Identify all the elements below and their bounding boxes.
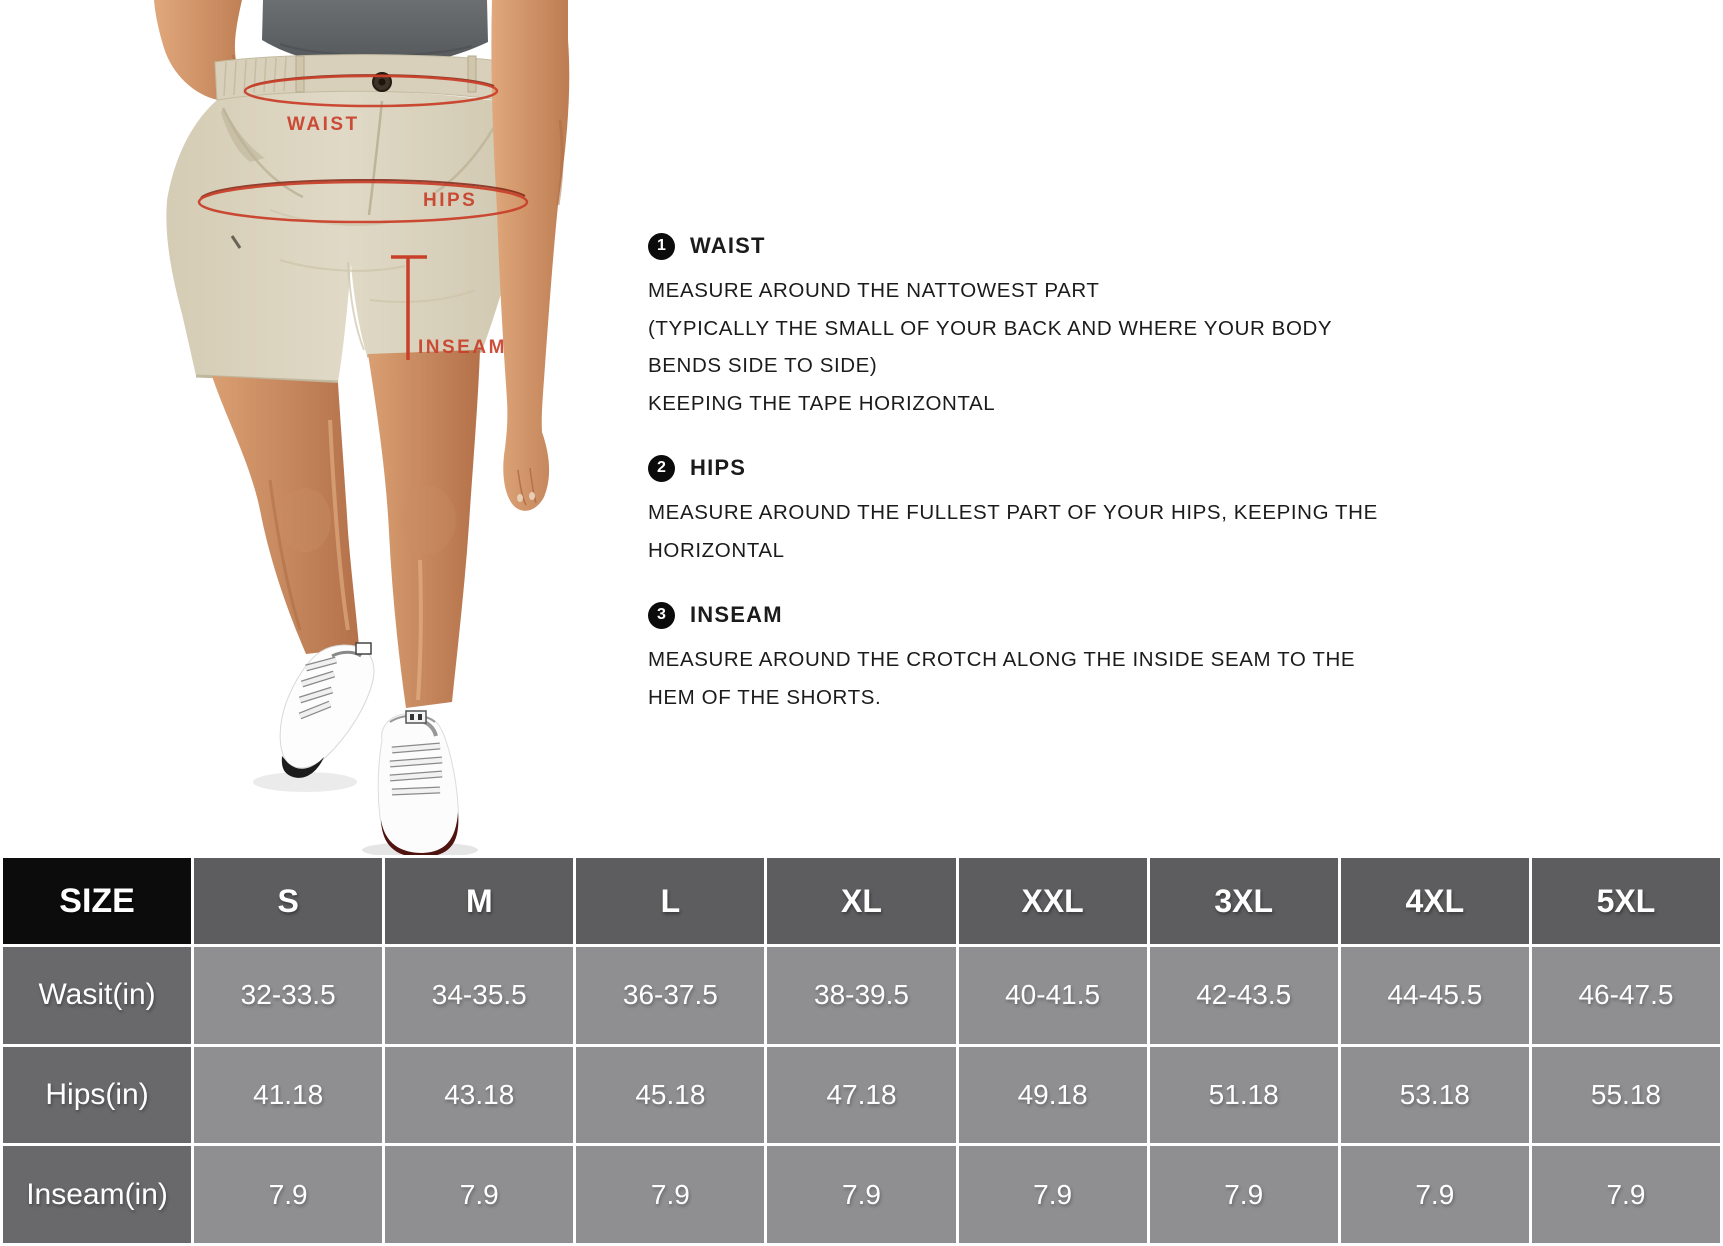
size-col-header-4xl: 4XL	[1341, 858, 1529, 944]
hips-value: 51.18	[1150, 1047, 1338, 1144]
instruction-line: BENDS SIDE TO SIDE)	[648, 354, 878, 377]
step-number-badge: 1	[648, 233, 675, 260]
inseam-value: 7.9	[194, 1146, 382, 1243]
instruction-line: KEEPING THE TAPE HORIZONTAL	[648, 391, 996, 415]
hips-value: 45.18	[576, 1047, 764, 1144]
inseam-value: 7.9	[1341, 1146, 1529, 1243]
instruction-line: HORIZONTAL	[648, 538, 785, 562]
size-chart-table	[0, 855, 1723, 1246]
waist-annotation-label: WAIST	[287, 114, 360, 135]
instruction-line: MEASURE AROUND THE FULLEST PART OF YOUR HIPS, KEEPING THE	[648, 501, 1378, 524]
inseam-value: 7.9	[576, 1146, 764, 1243]
heel-tab	[356, 643, 371, 654]
size-col-header-5xl: 5XL	[1532, 858, 1720, 944]
hips-value: 47.18	[767, 1047, 955, 1144]
waist-value: 46-47.5	[1532, 947, 1720, 1044]
inseam-annotation-label: INSEAM	[418, 337, 507, 358]
instruction-step-waist	[648, 232, 1378, 422]
inseam-value: 7.9	[1532, 1146, 1720, 1243]
belt-loop	[468, 56, 476, 92]
waist-value: 38-39.5	[767, 947, 955, 1044]
size-col-header-m: M	[385, 858, 573, 944]
instruction-line: HEM OF THE SHORTS.	[648, 685, 882, 709]
hips-value: 49.18	[959, 1047, 1147, 1144]
row-label-hips: Hips(in)	[3, 1047, 191, 1144]
row-label-inseam: Inseam(in)	[3, 1146, 191, 1243]
hips-value: 53.18	[1341, 1047, 1529, 1144]
right-shoe	[378, 711, 458, 856]
instruction-line: (TYPICALLY THE SMALL OF YOUR BACK AND WHERE YOUR BODY	[648, 316, 1333, 340]
inseam-value: 7.9	[1150, 1146, 1338, 1243]
step-title: INSEAM	[690, 602, 783, 627]
waist-value: 36-37.5	[576, 947, 764, 1044]
inseam-value: 7.9	[959, 1146, 1147, 1243]
instruction-step-hips	[648, 454, 1378, 569]
size-col-header-3xl: 3XL	[1150, 858, 1338, 944]
model-photo-art	[120, 0, 590, 856]
waist-value: 32-33.5	[194, 947, 382, 1044]
measuring-instructions	[648, 232, 1378, 748]
tongue-label	[406, 711, 426, 723]
instruction-line: MEASURE AROUND THE CROTCH ALONG THE INSIDE SEAM TO THE	[648, 648, 1356, 671]
size-col-header-xl: XL	[767, 858, 955, 944]
step-title: HIPS	[690, 455, 747, 480]
inseam-value: 7.9	[385, 1146, 573, 1243]
step-number-badge: 2	[648, 455, 675, 482]
instruction-line: MEASURE AROUND THE NATTOWEST PART	[648, 279, 1100, 302]
hips-value: 43.18	[385, 1047, 573, 1144]
waist-value: 44-45.5	[1341, 947, 1529, 1044]
waist-value: 40-41.5	[959, 947, 1147, 1044]
step-number-badge: 3	[648, 602, 675, 629]
size-col-header-xxl: XXL	[959, 858, 1147, 944]
waist-value: 42-43.5	[1150, 947, 1338, 1044]
size-chart-corner: SIZE	[3, 858, 191, 944]
step-title: WAIST	[690, 233, 766, 258]
inseam-value: 7.9	[767, 1146, 955, 1243]
hips-value: 55.18	[1532, 1047, 1720, 1144]
hips-annotation-label: HIPS	[423, 190, 478, 211]
left-shoe	[280, 643, 374, 778]
size-col-header-s: S	[194, 858, 382, 944]
instruction-step-inseam	[648, 601, 1378, 716]
size-col-header-l: L	[576, 858, 764, 944]
waist-value: 34-35.5	[385, 947, 573, 1044]
row-label-waist: Wasit(in)	[3, 947, 191, 1044]
hips-value: 41.18	[194, 1047, 382, 1144]
belt-loop	[296, 56, 304, 92]
right-arm	[491, 0, 569, 511]
model-photo	[120, 0, 590, 856]
